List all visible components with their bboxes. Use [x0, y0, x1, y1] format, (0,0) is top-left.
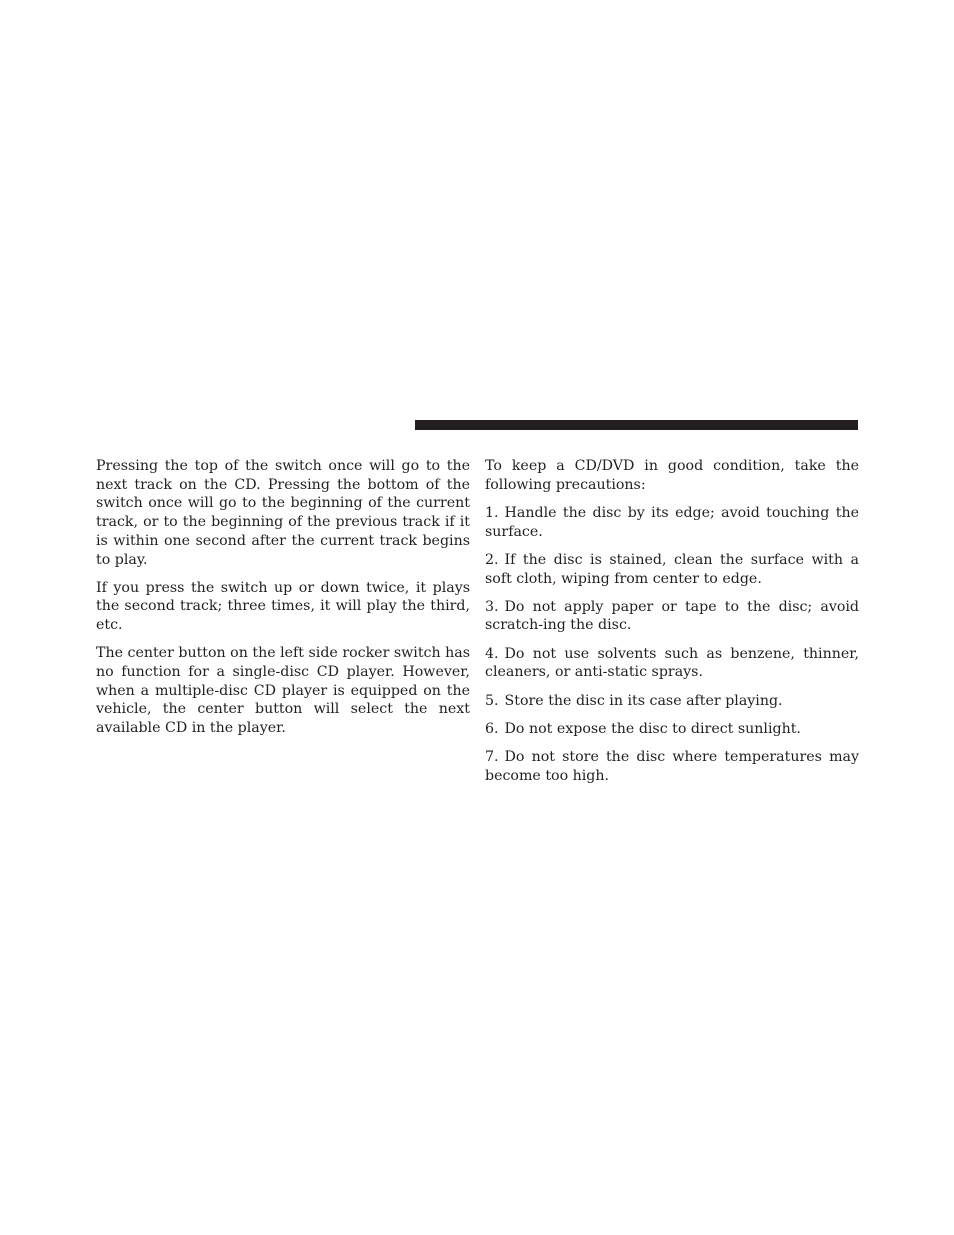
item-number: 5.: [485, 692, 499, 709]
item-text: Handle the disc by its edge; avoid touching the surface.: [485, 504, 859, 540]
precaution-item: [485, 551, 859, 588]
item-number: 7.: [485, 748, 499, 765]
precaution-item: [485, 692, 859, 711]
section-header-bar: [415, 420, 858, 430]
item-number: 1.: [485, 504, 499, 521]
item-text: Do not expose the disc to direct sunlight.: [504, 720, 801, 737]
item-number: 6.: [485, 720, 499, 737]
item-text: Do not store the disc where temperatures may become too high.: [485, 748, 859, 784]
item-text: Do not apply paper or tape to the disc; avoid scratch-ing the disc.: [485, 598, 859, 634]
item-number: 4.: [485, 645, 499, 662]
precaution-item: [485, 748, 859, 785]
precaution-item: [485, 598, 859, 635]
paragraph-track-switch: Pressing the top of the switch once will go to the next track on the CD. Pressing the bottom of the switch once will go to the beginning of the current track, or to the beginning of the previous track if it is within one second after the current track begins to play.: [96, 458, 470, 568]
item-number: 3.: [485, 598, 499, 615]
item-text: If the disc is stained, clean the surface with a soft cloth, wiping from center to edge.: [485, 551, 859, 587]
right-text-column: [485, 457, 859, 795]
item-text: Do not use solvents such as benzene, thinner, cleaners, or anti-static sprays.: [485, 645, 859, 681]
precaution-item: [485, 504, 859, 541]
paragraph-press-twice: If you press the switch up or down twice, it plays the second track; three times, it will play the third, etc.: [96, 579, 470, 634]
item-text: Store the disc in its case after playing.: [504, 692, 783, 709]
left-text-column: [96, 457, 470, 747]
precautions-intro: To keep a CD/DVD in good condition, take the following precautions:: [485, 458, 859, 493]
paragraph-center-button: The center button on the left side rocker switch has no function for a single-disc CD player. However, when a multiple-disc CD player is equipped on the vehicle, the center button will select the next available CD in the player.: [96, 645, 471, 737]
precaution-item: [485, 720, 859, 739]
item-number: 2.: [485, 551, 499, 568]
precaution-item: [485, 645, 859, 682]
